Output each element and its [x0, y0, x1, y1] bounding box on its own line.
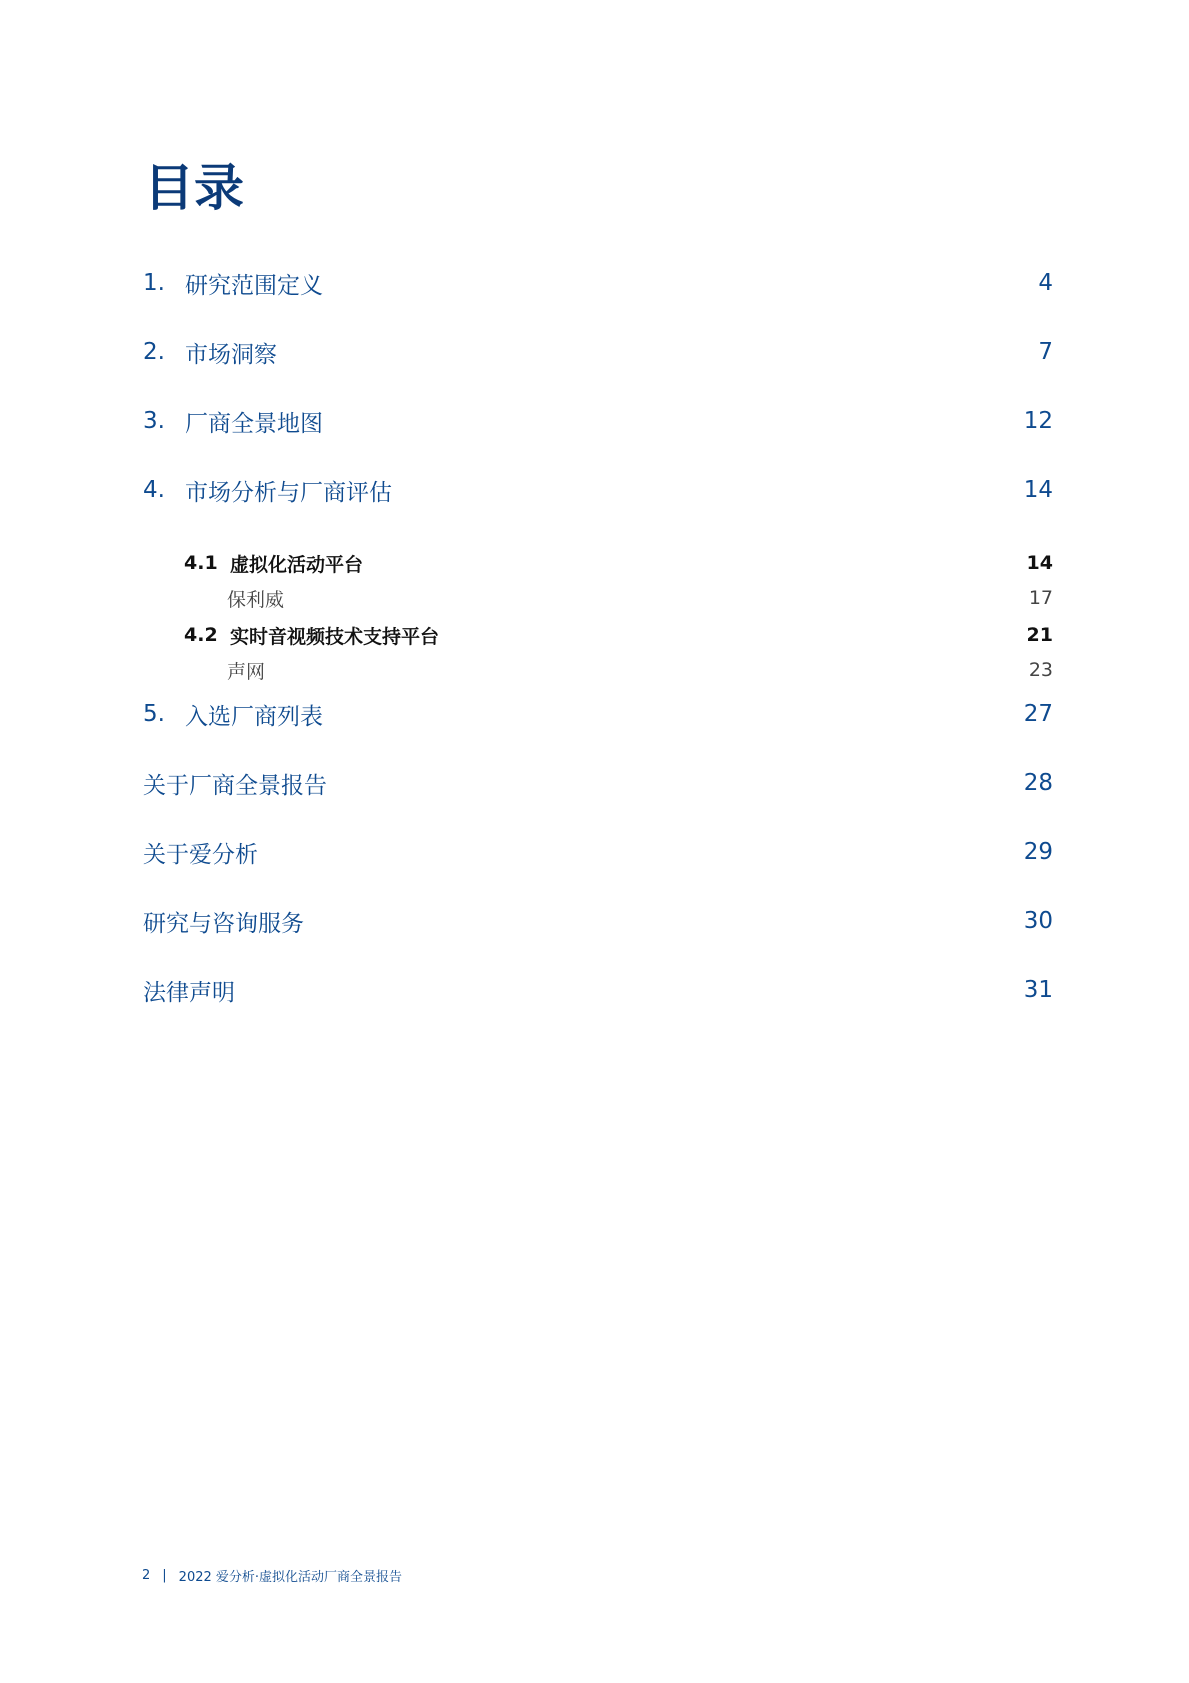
toc-vendor-label: 声网 — [227, 660, 266, 683]
toc-entry-label: 市场洞察 — [185, 341, 277, 368]
toc-entry-about-ifenxi[interactable] — [143, 832, 1053, 872]
toc-entry-page: 27 — [1023, 701, 1053, 727]
toc-entry-label: 研究与咨询服务 — [143, 910, 304, 937]
toc-entry-number: 1. — [143, 270, 165, 296]
toc-entry-page: 29 — [1023, 839, 1053, 865]
toc-entry-label: 关于厂商全景报告 — [143, 772, 327, 799]
toc-entry-number: 2. — [143, 339, 165, 365]
footer-page-number: 2 — [142, 1568, 151, 1583]
toc-entry-page: 28 — [1023, 770, 1053, 796]
toc-entry-research-scope[interactable] — [143, 263, 1053, 303]
toc-entry-label: 研究范围定义 — [185, 272, 323, 299]
toc-entry-about-report[interactable] — [143, 763, 1053, 803]
toc-entry-label: 关于爱分析 — [143, 841, 258, 868]
toc-subentry-rtc-platform[interactable] — [184, 619, 1053, 651]
toc-entry-page: 14 — [1023, 477, 1053, 503]
toc-entry-page: 4 — [1038, 270, 1053, 296]
toc-subentry-virtual-event-platform[interactable] — [184, 547, 1053, 579]
toc-vendor-page: 17 — [1028, 587, 1053, 609]
footer-report-title: 2022 爱分析·虚拟化活动厂商全景报告 — [178, 1570, 403, 1585]
toc-vendor-entry-polyv[interactable] — [227, 583, 1053, 613]
toc-entry-label: 入选厂商列表 — [185, 703, 323, 730]
toc-entry-number: 5. — [143, 701, 165, 727]
toc-entry-label: 法律声明 — [143, 979, 235, 1006]
toc-entry-legal-notice[interactable] — [143, 970, 1053, 1010]
toc-vendor-label: 保利威 — [227, 588, 285, 611]
footer-separator: | — [162, 1568, 167, 1583]
toc-entry-market-insight[interactable] — [143, 332, 1053, 372]
toc-vendor-entry-agora[interactable] — [227, 655, 1053, 685]
toc-vendor-page: 23 — [1028, 659, 1053, 681]
toc-entry-label: 厂商全景地图 — [185, 410, 323, 437]
toc-entry-page: 30 — [1023, 908, 1053, 934]
toc-entry-number: 3. — [143, 408, 165, 434]
toc-subentry-number: 4.2 — [184, 624, 218, 646]
toc-entry-page: 7 — [1038, 339, 1053, 365]
toc-entry-page: 31 — [1023, 977, 1053, 1003]
toc-subentry-label: 实时音视频技术支持平台 — [230, 625, 440, 648]
toc-entry-vendor-list[interactable] — [143, 694, 1053, 734]
toc-entry-vendor-map[interactable] — [143, 401, 1053, 441]
page-title: 目录 — [144, 159, 244, 217]
toc-entry-market-analysis[interactable] — [143, 470, 1053, 510]
page-footer — [142, 1566, 402, 1585]
toc-subentry-page: 21 — [1026, 624, 1053, 646]
toc-subentry-number: 4.1 — [184, 552, 218, 574]
toc-entry-consulting-services[interactable] — [143, 901, 1053, 941]
toc-entry-number: 4. — [143, 477, 165, 503]
toc-subentry-page: 14 — [1026, 552, 1053, 574]
toc-subentry-label: 虚拟化活动平台 — [230, 553, 364, 576]
toc-entry-label: 市场分析与厂商评估 — [185, 479, 392, 506]
toc-entry-page: 12 — [1023, 408, 1053, 434]
